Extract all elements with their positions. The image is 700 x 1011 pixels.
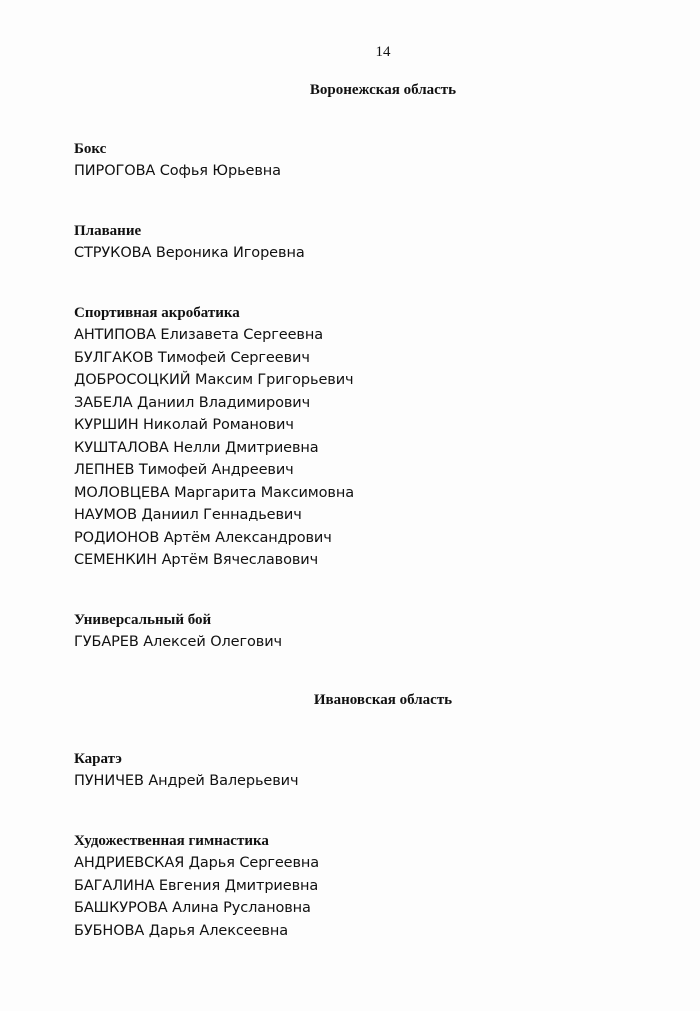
athlete-name: СТРУКОВА Вероника Игоревна (74, 245, 305, 261)
section-swimming (74, 220, 634, 265)
athlete-name: АНДРИЕВСКАЯ Дарья Сергеевна (74, 855, 320, 871)
athlete-name: АНТИПОВА Елизавета Сергеевна (74, 327, 323, 343)
athlete-name: СЕМЕНКИН Артём Вячеславович (74, 552, 319, 568)
athlete-name: БАГАЛИНА Евгения Дмитриевна (74, 877, 319, 894)
athlete-name: КУШТАЛОВА Нелли Дмитриевна (74, 439, 319, 456)
athlete-name: ПИРОГОВА Софья Юрьевна (74, 163, 281, 179)
section-sport-acrobatics (74, 302, 634, 572)
section-universal-fight (74, 609, 634, 654)
sport-heading: Каратэ (74, 751, 122, 767)
athlete-name: ДОБРОСОЦКИЙ Максим Григорьевич (74, 372, 354, 388)
athlete-name: НАУМОВ Даниил Геннадьевич (74, 507, 302, 523)
page-number: 14 (375, 44, 391, 60)
region-title-voronezh: Воронежская область (309, 82, 457, 98)
sport-heading: Универсальный бой (74, 612, 212, 628)
region-title-ivanovo: Ивановская область (313, 692, 453, 708)
athlete-name: БАШКУРОВА Алина Руслановна (74, 900, 311, 916)
athlete-name: КУРШИН Николай Романович (74, 417, 294, 433)
athlete-name: ЗАБЕЛА Даниил Владимирович (74, 394, 311, 411)
athlete-name: БУБНОВА Дарья Алексеевна (74, 922, 289, 939)
sport-heading: Бокс (74, 141, 107, 157)
athlete-name: БУЛГАКОВ Тимофей Сергеевич (74, 349, 310, 366)
athlete-name: МОЛОВЦЕВА Маргарита Максимовна (74, 484, 355, 501)
athlete-name: ЛЕПНЕВ Тимофей Андреевич (74, 462, 294, 478)
section-boxing (74, 138, 634, 183)
sport-heading: Художественная гимнастика (74, 833, 269, 849)
athlete-name: РОДИОНОВ Артём Александрович (74, 529, 332, 546)
section-karate (74, 748, 634, 793)
section-rhythmic-gymnastics (74, 830, 634, 942)
sport-heading: Спортивная акробатика (74, 305, 240, 321)
athlete-name: ГУБАРЕВ Алексей Олегович (74, 634, 283, 650)
athlete-name: ПУНИЧЕВ Андрей Валерьевич (74, 773, 299, 789)
sport-heading: Плавание (74, 223, 142, 239)
